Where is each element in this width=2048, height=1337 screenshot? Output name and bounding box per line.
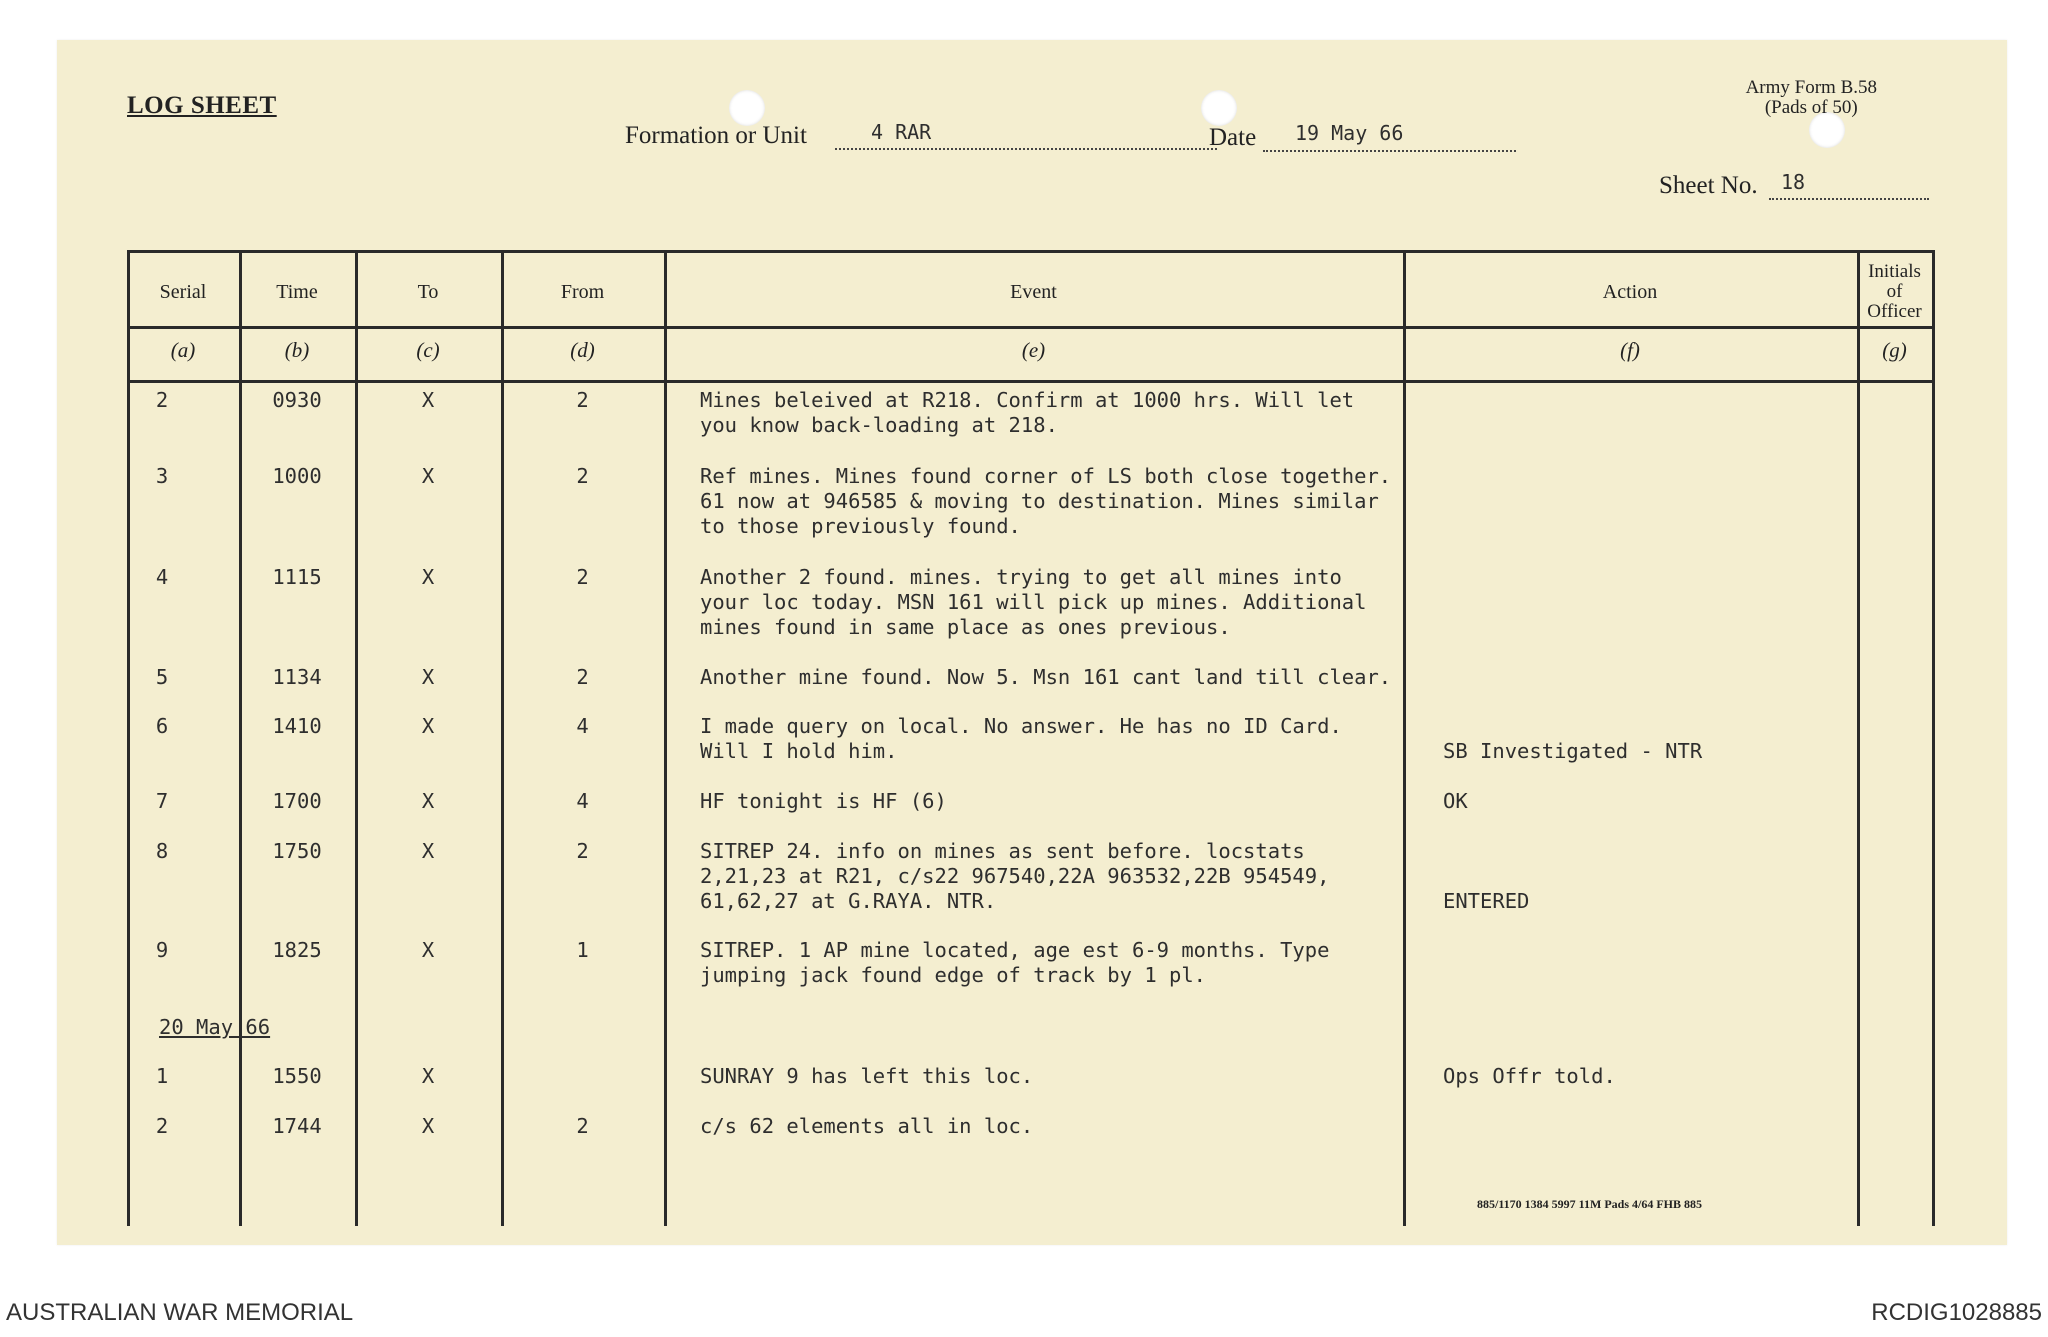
from-cell: 1 (576, 938, 589, 962)
sheet-number-value: 18 (1781, 170, 1806, 194)
table-top-rule (127, 250, 1935, 253)
column-header: Time (276, 281, 318, 303)
time-cell: 1134 (272, 665, 322, 689)
serial-cell: 2 (155, 1114, 169, 1138)
from-cell: 4 (576, 789, 589, 813)
pad-count: (Pads of 50) (1764, 97, 1858, 118)
sheet-title: LOG SHEET (127, 92, 277, 119)
date-dotline (1263, 150, 1516, 152)
event-cell: Another mine found. Now 5. Msn 161 cant land till clear. (700, 665, 1392, 689)
from-cell: 2 (576, 388, 589, 412)
form-reference (1746, 78, 1877, 118)
sheet-number-label: Sheet No. (1659, 172, 1758, 199)
time-cell: 1744 (272, 1114, 322, 1138)
serial-cell: 6 (155, 714, 169, 738)
footer-left: AUSTRALIAN WAR MEMORIAL (6, 1299, 354, 1326)
event-cell: Another 2 found. mines. trying to get all mines into your loc today. MSN 161 will pick up mines. Additional mines found in same place as ones previous. (700, 565, 1367, 639)
column-letter: (g) (1882, 338, 1907, 362)
table-column-rule (1403, 250, 1406, 1226)
column-letter: (c) (416, 338, 440, 362)
serial-cell: 3 (155, 464, 169, 488)
table-column-rule (664, 250, 667, 1226)
from-cell: 2 (576, 1114, 589, 1138)
from-cell: 2 (576, 839, 589, 863)
table-subheader-rule (127, 380, 1935, 383)
column-header: To (417, 281, 439, 303)
column-letter: (d) (570, 338, 595, 362)
column-header: Action (1602, 281, 1658, 303)
to-cell: X (421, 665, 435, 689)
event-cell: c/s 62 elements all in loc. (700, 1114, 1034, 1138)
serial-cell: 8 (155, 839, 169, 863)
to-cell: X (421, 938, 435, 962)
date-divider: 20 May 66 (159, 1015, 271, 1039)
table-column-rule (1932, 250, 1935, 1226)
to-cell: X (421, 839, 435, 863)
from-cell: 2 (576, 665, 589, 689)
form-number: Army Form B.58 (1745, 77, 1877, 98)
serial-cell: 4 (155, 565, 169, 589)
serial-cell: 1 (155, 1064, 169, 1088)
unit-value: 4 RAR (871, 120, 932, 144)
column-letter: (f) (1620, 338, 1640, 362)
event-cell: HF tonight is HF (6) (700, 789, 947, 813)
to-cell: X (421, 714, 435, 738)
date-value: 19 May 66 (1295, 121, 1404, 145)
from-cell: 2 (576, 464, 589, 488)
to-cell: X (421, 789, 435, 813)
serial-cell: 5 (155, 665, 169, 689)
time-cell: 1750 (272, 839, 322, 863)
time-cell: 0930 (272, 388, 322, 412)
from-cell: 2 (576, 565, 589, 589)
event-cell: SITREP. 1 AP mine located, age est 6-9 months. Type jumping jack found edge of track by 1 pl. (700, 938, 1330, 987)
to-cell: X (421, 1114, 435, 1138)
unit-dotline (835, 148, 1217, 150)
to-cell: X (421, 1064, 435, 1088)
event-cell: SUNRAY 9 has left this loc. (700, 1064, 1034, 1088)
column-letter: (e) (1021, 338, 1046, 362)
time-cell: 1700 (272, 789, 322, 813)
event-cell: Ref mines. Mines found corner of LS both close together. 61 now at 946585 & moving to destination. Mines similar to those previously found. (700, 464, 1392, 538)
time-cell: 1825 (272, 938, 322, 962)
action-cell: ENTERED (1443, 889, 1530, 913)
print-code: 885/1170 1384 5997 11M Pads 4/64 FHB 885 (1477, 1197, 1703, 1211)
unit-label: Formation or Unit (625, 122, 807, 149)
time-cell: 1000 (272, 464, 322, 488)
action-cell: SB Investigated - NTR (1443, 739, 1703, 763)
column-letter: (b) (284, 338, 310, 362)
footer-right: RCDIG1028885 (1871, 1299, 2042, 1326)
action-cell: OK (1443, 789, 1468, 813)
sheet-number-dotline (1769, 198, 1929, 200)
column-header: Initials of Officer (1867, 261, 1922, 322)
to-cell: X (421, 388, 435, 412)
column-header: From (560, 281, 605, 303)
from-cell: 4 (576, 714, 589, 738)
column-letter: (a) (170, 338, 196, 362)
time-cell: 1550 (272, 1064, 322, 1088)
table-header-rule (127, 326, 1935, 329)
serial-cell: 2 (155, 388, 169, 412)
date-label: Date (1209, 124, 1257, 151)
action-cell: Ops Offr told. (1443, 1064, 1616, 1088)
to-cell: X (421, 565, 435, 589)
table-column-rule (1857, 250, 1860, 1226)
event-cell: Mines beleived at R218. Confirm at 1000 hrs. Will let you know back-loading at 218. (700, 388, 1355, 437)
serial-cell: 7 (155, 789, 169, 813)
time-cell: 1410 (272, 714, 322, 738)
column-header: Serial (159, 281, 207, 303)
time-cell: 1115 (272, 565, 322, 589)
log-sheet-page (57, 40, 2007, 1245)
event-cell: I made query on local. No answer. He has no ID Card. Will I hold him. (700, 714, 1342, 763)
punch-hole (729, 90, 765, 126)
column-header: Event (1010, 281, 1057, 303)
to-cell: X (421, 464, 435, 488)
punch-hole (1201, 90, 1237, 126)
serial-cell: 9 (155, 938, 169, 962)
event-cell: SITREP 24. info on mines as sent before. locstats 2,21,23 at R21, c/s22 967540,22A 963532,22B 954549, 61,62,27 at G.RAYA. NTR. (700, 839, 1330, 913)
